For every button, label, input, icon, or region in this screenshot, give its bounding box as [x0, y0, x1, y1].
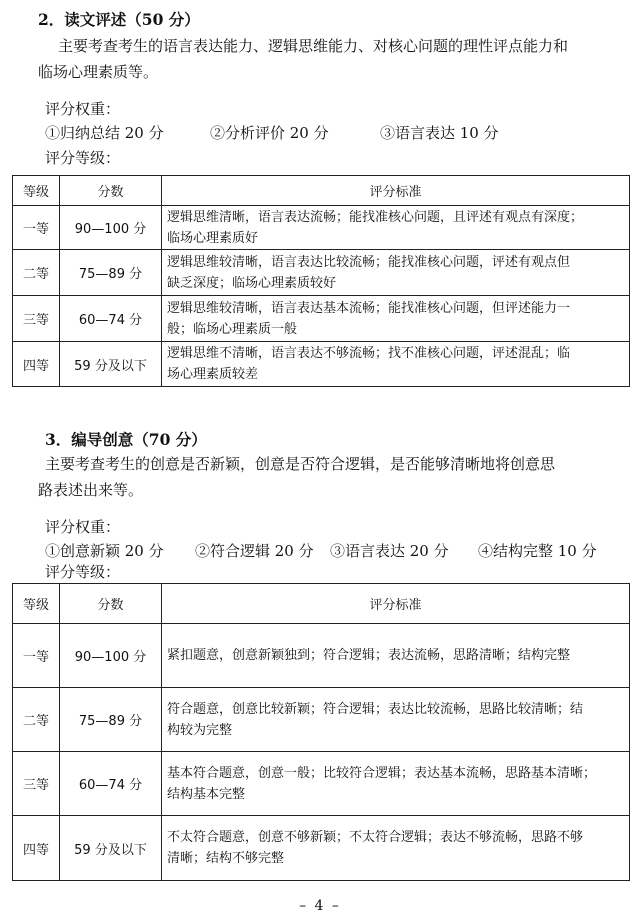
- score-cell: 60—74 分: [60, 752, 162, 816]
- score-cell: 90—100 分: [60, 206, 162, 250]
- table-row: [13, 206, 630, 250]
- table-row: [13, 688, 630, 752]
- section3-intro-line2: 路表述出来等。: [38, 481, 144, 499]
- criteria-cell: [162, 250, 630, 296]
- criteria-line: 般；临场心理素质一般: [167, 321, 298, 337]
- criteria-line: 逻辑思维较清晰，语言表达比较流畅；能找准核心问题，评述有观点但: [167, 254, 571, 270]
- criteria-line: 符合题意，创意比较新颖；符合逻辑；表达比较流畅，思路比较清晰；结: [167, 701, 584, 717]
- section2-intro-line1: 主要考查考生的语言表达能力、逻辑思维能力、对核心问题的理性评点能力和: [58, 37, 569, 55]
- section3-grade-label: 评分等级：: [45, 563, 121, 581]
- section2-intro-line2: 临场心理素质等。: [38, 63, 159, 81]
- criteria-cell: [162, 296, 630, 342]
- criteria-line: 逻辑思维较清晰，语言表达基本流畅；能找准核心问题，但评述能力一: [167, 300, 571, 316]
- criteria-cell: [162, 342, 630, 387]
- criteria-cell: [162, 688, 630, 752]
- table-row: [13, 342, 630, 387]
- header-criteria: 评分标准: [162, 584, 630, 624]
- grade-cell: 一等: [13, 206, 60, 250]
- header-grade: 等级: [13, 584, 60, 624]
- score-cell: 59 分及以下: [60, 342, 162, 387]
- header-criteria: 评分标准: [162, 176, 630, 206]
- header-grade: 等级: [13, 176, 60, 206]
- section3-weight-label: 评分权重：: [45, 518, 121, 536]
- table-row: [13, 624, 630, 688]
- weight-item: ③语言表达 20 分: [330, 542, 449, 560]
- weight-item: ②符合逻辑 20 分: [195, 542, 314, 560]
- score-cell: 75—89 分: [60, 250, 162, 296]
- header-score: 分数: [60, 584, 162, 624]
- page-number: – 4 –: [299, 898, 341, 914]
- score-cell: 75—89 分: [60, 688, 162, 752]
- criteria-cell: [162, 206, 630, 250]
- section3-intro-line1: 主要考查考生的创意是否新颖，创意是否符合逻辑，是否能够清晰地将创意思: [45, 455, 556, 473]
- score-cell: 60—74 分: [60, 296, 162, 342]
- criteria-line: 缺乏深度；临场心理素质较好: [167, 275, 337, 291]
- weight-item: ①归纳总结 20 分: [45, 124, 164, 142]
- grade-cell: 二等: [13, 250, 60, 296]
- grade-cell: 四等: [13, 342, 60, 387]
- section3-grading-table: [12, 583, 630, 881]
- grade-cell: 三等: [13, 296, 60, 342]
- section2-weight-label: 评分权重：: [45, 100, 121, 118]
- table-row: [13, 250, 630, 296]
- criteria-line: 构较为完整: [167, 722, 233, 738]
- score-cell: 90—100 分: [60, 624, 162, 688]
- header-score: 分数: [60, 176, 162, 206]
- grade-cell: 一等: [13, 624, 60, 688]
- criteria-line: 紧扣题意，创意新颖独到；符合逻辑；表达流畅，思路清晰；结构完整: [167, 648, 571, 663]
- table-row: [13, 752, 630, 816]
- criteria-line: 基本符合题意，创意一般；比较符合逻辑；表达基本流畅，思路基本清晰；: [167, 765, 597, 781]
- table-header-row: [13, 584, 630, 624]
- table-row: [13, 296, 630, 342]
- weight-item: ②分析评价 20 分: [210, 124, 329, 142]
- section2-grading-table: [12, 175, 630, 387]
- section3-weights: [45, 539, 597, 563]
- section3-heading: 3．编导创意（70 分）: [45, 430, 207, 449]
- weight-item: ④结构完整 10 分: [478, 542, 597, 560]
- criteria-cell: [162, 752, 630, 816]
- criteria-line: 结构基本完整: [167, 786, 246, 802]
- table-header-row: [13, 176, 630, 206]
- section2-grade-label: 评分等级：: [45, 149, 121, 167]
- grade-cell: 二等: [13, 688, 60, 752]
- criteria-line: 逻辑思维不清晰，语言表达不够流畅；找不准核心问题，评述混乱；临: [167, 346, 571, 361]
- section2-heading: 2．读文评述（50 分）: [38, 10, 200, 29]
- criteria-line: 场心理素质较差: [167, 367, 259, 382]
- table-row: [13, 816, 630, 881]
- criteria-line: 清晰；结构不够完整: [167, 851, 285, 866]
- weight-item: ③语言表达 10 分: [380, 124, 499, 142]
- criteria-line: 临场心理素质好: [167, 230, 259, 246]
- section2-weights: [45, 121, 499, 145]
- grade-cell: 四等: [13, 816, 60, 881]
- criteria-cell: [162, 624, 630, 688]
- weight-item: ①创意新颖 20 分: [45, 542, 164, 560]
- criteria-line: 不太符合题意，创意不够新颖；不太符合逻辑；表达不够流畅，思路不够: [167, 830, 584, 845]
- criteria-line: 逻辑思维清晰，语言表达流畅；能找准核心问题，且评述有观点有深度；: [167, 209, 584, 225]
- criteria-cell: [162, 816, 630, 881]
- score-cell: 59 分及以下: [60, 816, 162, 881]
- grade-cell: 三等: [13, 752, 60, 816]
